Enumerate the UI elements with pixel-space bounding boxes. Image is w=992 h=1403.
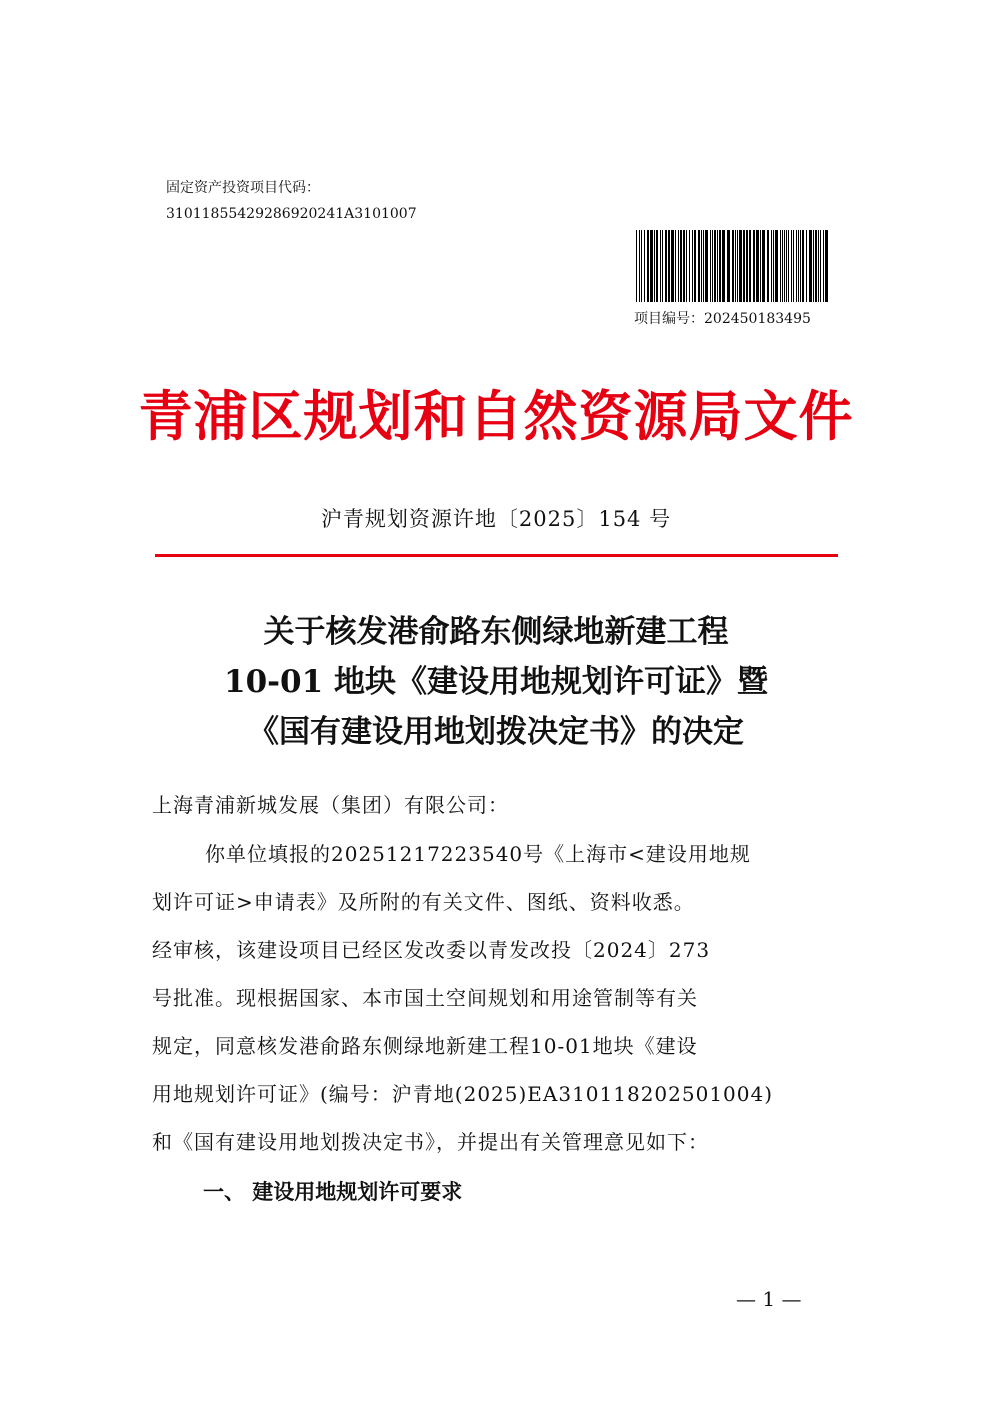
barcode-bar: [780, 230, 781, 302]
body-line: 划许可证>申请表》及所附的有关文件、图纸、资料收悉。: [152, 890, 695, 914]
barcode-bar: [641, 230, 642, 302]
barcode-bar: [800, 230, 801, 302]
document-number: 沪青规划资源许地〔2025〕154 号: [320, 507, 672, 531]
project-number: 项目编号：202450183495: [634, 311, 811, 327]
barcode-bar: [782, 230, 783, 302]
investment-code-value: 31011855429286920241A3101007: [166, 206, 417, 222]
barcode-bar: [714, 230, 716, 302]
barcode-bar: [743, 230, 745, 302]
issuer-heading: 青浦区规划和自然资源局文件: [138, 385, 854, 448]
barcode-bar: [668, 230, 670, 302]
barcode-bar: [636, 230, 637, 302]
barcode-bar: [767, 230, 769, 302]
barcode-bar: [727, 230, 730, 302]
title-line-3: 《国有建设用地划拨决定书》的决定: [248, 714, 744, 750]
barcode-bar: [686, 230, 687, 302]
barcode-bar: [662, 230, 663, 302]
barcode-bar: [683, 230, 685, 302]
barcode-bar: [798, 230, 799, 302]
barcode-bar: [818, 230, 819, 302]
barcode-bar: [788, 230, 789, 302]
barcode-bar: [656, 230, 658, 302]
body-line: 规定，同意核发港俞路东侧绿地新建工程10-01地块《建设: [152, 1034, 698, 1058]
barcode-bar: [692, 230, 693, 302]
barcode-bar: [650, 230, 653, 302]
addressee: 上海青浦新城发展（集团）有限公司：: [152, 793, 509, 817]
barcode-bar: [698, 230, 700, 302]
barcode-bar: [710, 230, 711, 302]
body-line: 你单位填报的20251217223540号《上海市<建设用地规: [205, 842, 751, 866]
page-number: — 1 —: [736, 1287, 802, 1311]
barcode-bar: [756, 230, 759, 302]
barcode-bar: [701, 230, 702, 302]
barcode-bar: [746, 230, 748, 302]
barcode-bar: [678, 230, 679, 302]
barcode-image: [636, 230, 828, 302]
barcode-bar: [717, 230, 718, 302]
barcode-bar: [665, 230, 667, 302]
barcode-bar: [815, 230, 817, 302]
barcode-bar: [694, 230, 696, 302]
barcode-bar: [675, 230, 676, 302]
barcode-bar: [773, 230, 774, 302]
barcode-bar: [796, 230, 797, 302]
barcode-bar: [660, 230, 661, 302]
barcode-bar: [647, 230, 649, 302]
title-line-2: 10-01 地块《建设用地规划许可证》暨: [224, 664, 768, 700]
barcode-bar: [771, 230, 772, 302]
title-line-1: 关于核发港俞路东侧绿地新建工程: [263, 614, 729, 650]
barcode-bar: [680, 230, 682, 302]
body-line: 和《国有建设用地划拨决定书》，并提出有关管理意见如下：: [152, 1130, 709, 1154]
barcode-bar: [689, 230, 690, 302]
body-line: 号批准。现根据国家、本市国土空间规划和用途管制等有关: [152, 986, 698, 1010]
barcode-bar: [809, 230, 812, 302]
barcode-bar: [823, 230, 824, 302]
barcode-bar: [712, 230, 713, 302]
barcode-bar: [722, 230, 725, 302]
investment-code-label: 固定资产投资项目代码：: [166, 180, 320, 196]
barcode-bar: [760, 230, 761, 302]
barcode-bar: [719, 230, 721, 302]
barcode-bar: [802, 230, 804, 302]
barcode-bar: [775, 230, 778, 302]
barcode-bar: [739, 230, 742, 302]
barcode-bar: [825, 230, 828, 302]
barcode-bar: [737, 230, 738, 302]
barcode-bar: [786, 230, 787, 302]
barcode-bar: [703, 230, 704, 302]
barcode-bar: [784, 230, 785, 302]
barcode-bar: [813, 230, 814, 302]
body-line: 用地规划许可证》(编号：沪青地(2025)EA310118202501004): [152, 1082, 774, 1106]
barcode-bar: [735, 230, 736, 302]
barcode-bar: [644, 230, 645, 302]
barcode-bar: [806, 230, 807, 302]
barcode-bar: [705, 230, 708, 302]
barcode-bar: [753, 230, 755, 302]
barcode-bar: [762, 230, 765, 302]
barcode-bar: [749, 230, 751, 302]
barcode-bar: [671, 230, 674, 302]
barcode-bar: [820, 230, 821, 302]
barcode-bar: [639, 230, 640, 302]
barcode-bar: [793, 230, 794, 302]
barcode-bar: [791, 230, 792, 302]
barcode-bar: [732, 230, 734, 302]
body-line: 经审核，该建设项目已经区发改委以青发改投〔2024〕273: [152, 938, 711, 962]
barcode-bar: [654, 230, 655, 302]
section-heading: 一、 建设用地规划许可要求: [203, 1180, 463, 1204]
red-divider: [155, 554, 838, 557]
